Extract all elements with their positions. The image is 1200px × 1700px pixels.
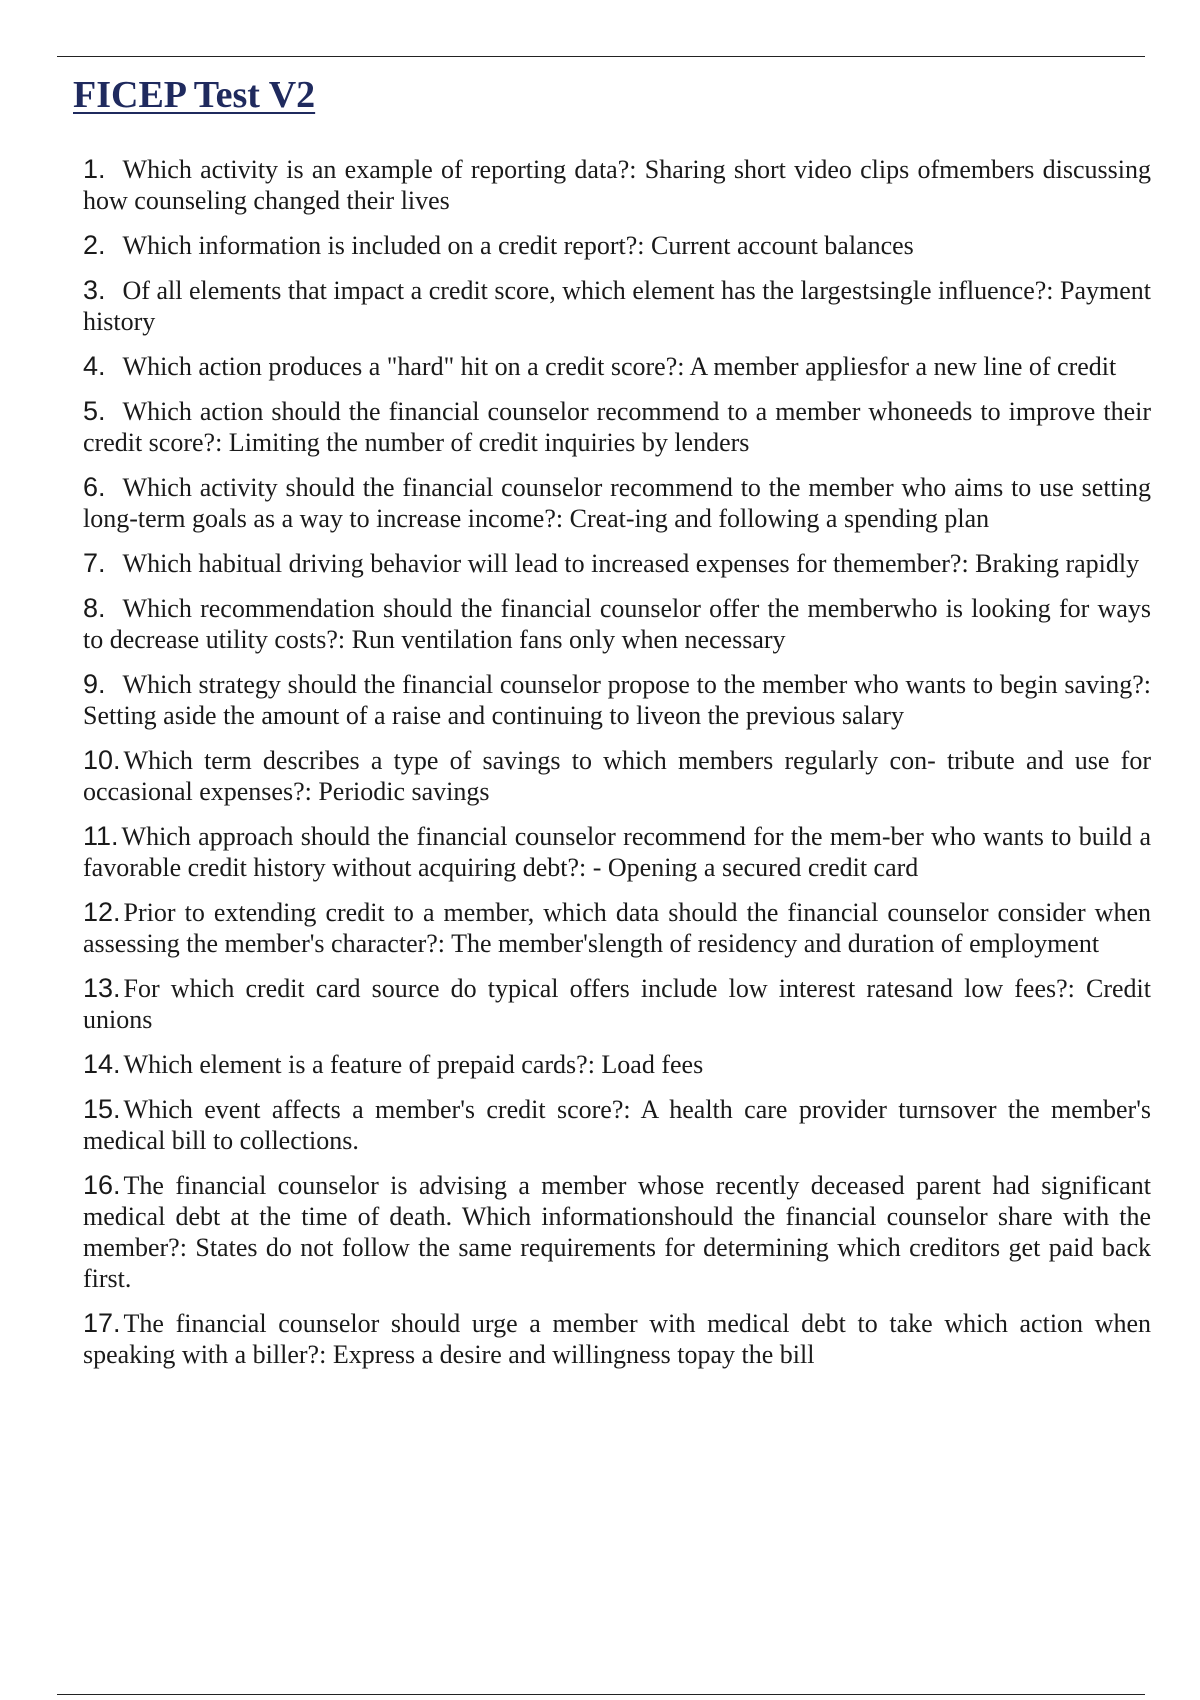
question-item-2 xyxy=(83,230,1151,261)
question-list xyxy=(83,154,1151,1384)
question-item-14 xyxy=(83,1049,1151,1080)
question-number: 1. xyxy=(83,154,106,184)
question-item-6 xyxy=(83,472,1151,534)
question-number: 9. xyxy=(83,669,106,699)
question-item-7 xyxy=(83,548,1151,579)
question-text: Which activity should the financial counselor recommend to the member who aims to use setting long-term goals as a way to increase income?: Creat-ing and following a spending plan xyxy=(83,473,1151,533)
question-item-8 xyxy=(83,593,1151,655)
question-number: 8. xyxy=(83,593,106,623)
question-number: 11. xyxy=(83,821,119,851)
question-number: 2. xyxy=(83,230,106,260)
question-item-15 xyxy=(83,1094,1151,1156)
question-number: 14. xyxy=(83,1049,121,1079)
question-text: Which term describes a type of savings to which members regularly con- tribute and use for occasional expenses?: Periodic savings xyxy=(83,746,1151,806)
question-text: Which approach should the financial counselor recommend for the mem-ber who wants to build a favorable credit history without acquiring debt?: - Opening a secured credit card xyxy=(83,822,1151,882)
question-text: For which credit card source do typical offers include low interest ratesand low fees?: Credit unions xyxy=(83,974,1151,1034)
top-rule xyxy=(57,56,1145,57)
question-item-4 xyxy=(83,351,1151,382)
question-number: 10. xyxy=(83,745,121,775)
question-number: 12. xyxy=(83,897,121,927)
question-number: 17. xyxy=(83,1308,121,1338)
question-text: Which habitual driving behavior will lead to increased expenses for themember?: Braking rapidly xyxy=(122,549,1140,578)
question-text: Which activity is an example of reporting data?: Sharing short video clips ofmembers discussing how counseling changed their lives xyxy=(83,155,1151,215)
question-text: Which strategy should the financial counselor propose to the member who wants to begin saving?: Setting aside the amount of a raise and continuing to liveon the previous salary xyxy=(83,670,1151,730)
question-text: Of all elements that impact a credit score, which element has the largestsingle influence?: Payment history xyxy=(83,276,1151,336)
question-text: The financial counselor should urge a member with medical debt to take which action when speaking with a biller?: Express a desire and willingness topay the bill xyxy=(83,1309,1151,1369)
question-number: 15. xyxy=(83,1094,121,1124)
question-item-3 xyxy=(83,275,1151,337)
question-number: 5. xyxy=(83,396,106,426)
question-item-12 xyxy=(83,897,1151,959)
question-number: 6. xyxy=(83,472,106,502)
question-text: Which action should the financial counselor recommend to a member whoneeds to improve their credit score?: Limiting the number of credit inquiries by lenders xyxy=(83,397,1151,457)
question-item-9 xyxy=(83,669,1151,731)
question-number: 7. xyxy=(83,548,106,578)
question-number: 16. xyxy=(83,1170,121,1200)
question-item-5 xyxy=(83,396,1151,458)
question-text: Which information is included on a credit report?: Current account balances xyxy=(122,231,914,260)
question-item-1 xyxy=(83,154,1151,216)
bottom-rule xyxy=(57,1694,1145,1695)
question-text: Which action produces a "hard" hit on a credit score?: A member appliesfor a new line of credit xyxy=(122,352,1117,381)
question-text: Which element is a feature of prepaid cards?: Load fees xyxy=(123,1050,704,1079)
question-item-11 xyxy=(83,821,1151,883)
question-text: Which recommendation should the financial counselor offer the memberwho is looking for ways to decrease utility costs?: Run ventilation fans only when necessary xyxy=(83,594,1151,654)
question-item-10 xyxy=(83,745,1151,807)
question-text: Which event affects a member's credit score?: A health care provider turnsover the member's medical bill to collections. xyxy=(83,1095,1151,1155)
question-text: The financial counselor is advising a member whose recently deceased parent had significant medical debt at the time of death. Which informationshould the financial counselor share with the member?: States do not follow the same requirements for determining which creditors get paid back first. xyxy=(83,1171,1151,1293)
question-number: 13. xyxy=(83,973,121,1003)
page-title: FICEP Test V2 xyxy=(73,74,316,116)
question-text: Prior to extending credit to a member, which data should the financial counselor consider when assessing the member's character?: The member'slength of residency and duration of employment xyxy=(83,898,1151,958)
question-item-17 xyxy=(83,1308,1151,1370)
question-item-16 xyxy=(83,1170,1151,1294)
question-number: 3. xyxy=(83,275,106,305)
question-item-13 xyxy=(83,973,1151,1035)
question-number: 4. xyxy=(83,351,106,381)
